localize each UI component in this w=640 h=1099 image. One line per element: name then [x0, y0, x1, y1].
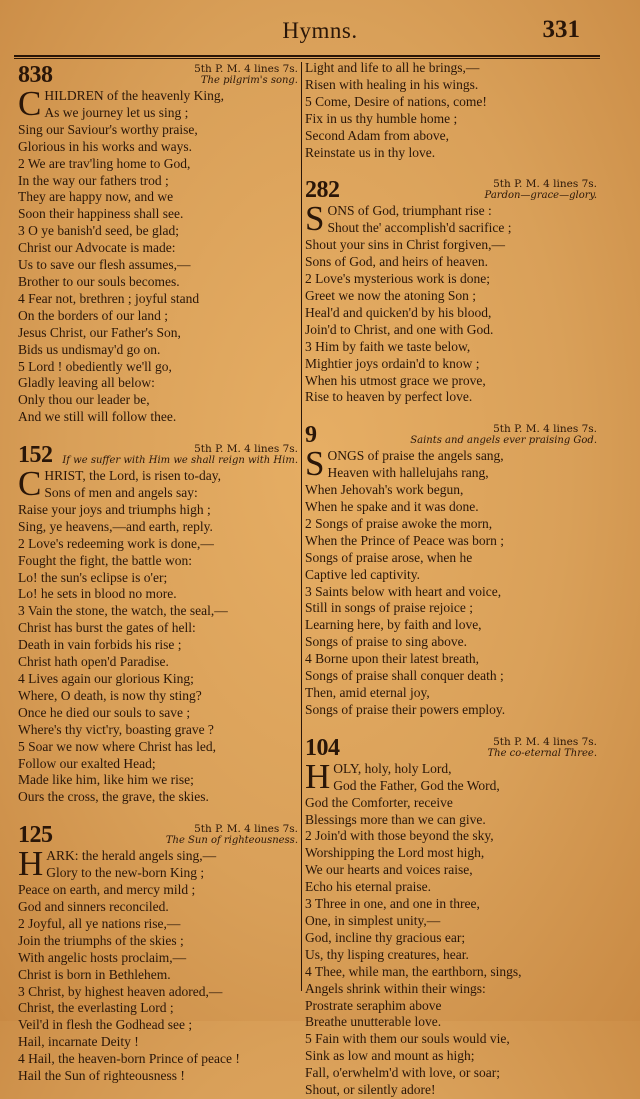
verse-line: Songs of praise shall conquer death ; [305, 668, 504, 684]
verse-line: Bids us undismay'd go on. [18, 341, 161, 357]
verse-line: OLY, holy, holy Lord, [333, 760, 452, 776]
verse-line: Only thou our leader be, [18, 392, 150, 408]
verse-line: 5 Lord ! obediently we'll go, [18, 358, 172, 374]
verse-line: Angels shrink within their wings: [305, 980, 486, 996]
verse-line: 2 We are trav'ling home to God, [18, 155, 191, 171]
hymn-block [18, 60, 298, 426]
column-divider [301, 62, 302, 991]
hymn-title: The Sun of righteousness. [165, 835, 298, 847]
verse-line: Christ, the everlasting Lord ; [18, 1000, 174, 1016]
hymn-block [18, 820, 298, 1085]
verse-line: Greet we now the atoning Son ; [305, 287, 476, 303]
verse-line: Sons of men and angels say: [44, 485, 198, 501]
verse-line: 4 Hail, the heaven-born Prince of peace ! [18, 1051, 240, 1067]
verse-line: 3 Him by faith we taste below, [305, 338, 471, 354]
hymn-header [305, 175, 597, 203]
verse-line: 3 Vain the stone, the watch, the seal,— [18, 603, 228, 619]
hymn-meter: 5th P. M. 4 lines 7s. [194, 63, 298, 75]
header-rule-thin [14, 58, 600, 59]
hymn-continuation [305, 60, 597, 161]
verse-line: Prostrate seraphim above [305, 997, 442, 1013]
verse-line: ARK: the herald angels sing,— [46, 848, 217, 864]
verse-line: Breathe unutterable love. [305, 1014, 442, 1030]
verse-line: On the borders of our land ; [18, 307, 168, 323]
verse-line: Death in vain forbids his rise ; [18, 637, 182, 653]
verse-line: Songs of praise arose, when he [305, 549, 473, 565]
verse-line: 2 Joyful, all ye nations rise,— [18, 915, 181, 931]
hymn-block [305, 420, 597, 719]
drop-cap-letter: S [305, 444, 325, 484]
verse-line: Sing our Saviour's worthy praise, [18, 121, 198, 137]
hymn-meter: 5th P. M. 4 lines 7s. [493, 178, 597, 191]
verse-line: Christ our Advocate is made: [18, 240, 176, 256]
verse-line: 3 Christ, by highest heaven adored,— [18, 983, 223, 999]
verse-line: 4 Borne upon their latest breath, [305, 651, 479, 667]
verse-line: When the Prince of Peace was born ; [305, 532, 505, 548]
verse-line: Ours the cross, the grave, the skies. [18, 789, 209, 805]
verse-line: 5 Soar we now where Christ has led, [18, 738, 216, 754]
hymn-title: Pardon—grace—glory. [484, 190, 597, 202]
verse-line: 2 Love's redeeming work is done,— [18, 535, 214, 551]
verse-line: 5 Come, Desire of nations, come! [305, 93, 487, 109]
drop-cap-letter: C [18, 464, 42, 504]
hymn-block [305, 175, 597, 406]
verse-line: Christ has burst the gates of hell: [18, 620, 196, 636]
verse-line: God the Father, God the Word, [333, 777, 500, 793]
verse-line: Fought the fight, the battle won: [18, 552, 192, 568]
verse-line: Fix in us thy humble home ; [305, 110, 458, 126]
verse-line: Sons of God, and heirs of heaven. [305, 254, 488, 270]
verse-line: 3 Three in one, and one in three, [305, 896, 480, 912]
verse-line: 2 Love's mysterious work is done; [305, 271, 491, 287]
verse-line: Heal'd and quicken'd by his blood, [305, 304, 492, 320]
verse-line: 2 Join'd with those beyond the sky, [305, 828, 494, 844]
verse-line: 2 Songs of praise awoke the morn, [305, 515, 493, 531]
verse-line: With angelic hosts proclaim,— [18, 949, 187, 965]
hymn-number: 104 [305, 734, 340, 761]
verse-line: 3 Saints below with heart and voice, [305, 583, 502, 599]
verse-line: Join the triumphs of the skies ; [18, 932, 184, 948]
verse-line: Reinstate us in thy love. [305, 144, 436, 160]
verse-line: 4 Fear not, brethren ; joyful stand [18, 290, 200, 306]
hymn-header [18, 60, 298, 88]
verse-line: Raise your joys and triumphs high ; [18, 501, 211, 517]
verse-line: They are happy now, and we [18, 189, 174, 205]
verse-line: God and sinners reconciled. [18, 898, 169, 914]
verse-line: ONS of God, triumphant rise : [327, 203, 492, 219]
hymn-header [305, 733, 597, 761]
verse-line: Rise to heaven by perfect love. [305, 389, 473, 405]
hymn-number: 838 [18, 62, 53, 88]
hymn-text [305, 444, 597, 719]
verse-line: Fall, o'erwhelm'd with love, or soar; [305, 1065, 500, 1081]
page-number: 331 [542, 16, 580, 43]
verse-line: Songs of praise to sing above. [305, 634, 467, 650]
verse-line: Learning here, by faith and love, [305, 617, 482, 633]
hymn-number: 282 [305, 177, 340, 204]
verse-line: HRIST, the Lord, is risen to-day, [44, 468, 221, 484]
verse-line: Us, thy lisping creatures, hear. [305, 946, 469, 962]
hymn-meter: 5th P. M. 4 lines 7s. [194, 443, 298, 456]
verse-line: Brother to our souls becomes. [18, 273, 180, 289]
verse-line: Shout the' accomplish'd sacrifice ; [327, 220, 512, 236]
hymn-text [18, 84, 298, 426]
verse-line: 3 O ye banish'd seed, be glad; [18, 223, 180, 239]
page-header [0, 0, 640, 52]
verse-line: Jesus Christ, our Father's Son, [18, 324, 181, 340]
drop-cap-letter: H [18, 844, 44, 884]
drop-cap-letter: H [305, 756, 331, 796]
hymn-number: 125 [18, 822, 53, 849]
hymn-block [305, 733, 597, 1099]
verse-line: Captive led captivity. [305, 566, 420, 582]
hymn-text [18, 464, 298, 806]
verse-line: Hail, incarnate Deity ! [18, 1034, 139, 1050]
hymn-meter: 5th P. M. 4 lines 7s. [194, 823, 298, 836]
hymn-text [18, 844, 298, 1085]
verse-line: Lo! the sun's eclipse is o'er; [18, 569, 168, 585]
verse-line: Us to save our flesh assumes,— [18, 257, 191, 273]
verse-line: Worshipping the Lord most high, [305, 845, 485, 861]
hymn-meter: 5th P. M. 4 lines 7s. [493, 735, 597, 748]
verse-line: Veil'd in flesh the Godhead see ; [18, 1017, 193, 1033]
verse-line: Soon their happiness shall see. [18, 206, 184, 222]
verse-line: When Jehovah's work begun, [305, 482, 464, 498]
verse-line: Gladly leaving all below: [18, 375, 155, 391]
header-rule [14, 55, 600, 57]
drop-cap-letter: S [305, 199, 325, 239]
verse-line: When his utmost grace we prove, [305, 372, 486, 388]
hymn-title: If we suffer with Him we shall reign with Him. [62, 455, 298, 467]
verse-line: Shout, or silently adore! [305, 1082, 436, 1098]
verse-line: 4 Lives again our glorious King; [18, 671, 194, 686]
verse-line: God, incline thy gracious ear; [305, 929, 466, 945]
left-column [18, 60, 298, 1085]
verse-line: We our hearts and voices raise, [305, 862, 473, 878]
verse-line: Light and life to all he brings,— [305, 60, 480, 75]
verse-line: Then, amid eternal joy, [305, 685, 430, 700]
verse-line: Lo! he sets in blood no more. [18, 586, 177, 602]
verse-line: Glory to the new-born King ; [46, 865, 205, 881]
hymn-text [305, 756, 597, 1099]
verse-line: Christ hath open'd Paradise. [18, 654, 169, 670]
verse-line: Where, O death, is now thy sting? [18, 687, 202, 703]
verse-line: Sing, ye heavens,—and earth, reply. [18, 518, 213, 534]
drop-cap-letter: C [18, 84, 42, 123]
verse-line: Follow our exalted Head; [18, 755, 156, 771]
verse-line: ONGS of praise the angels sang, [327, 448, 504, 464]
verse-line: In the way our fathers trod ; [18, 172, 169, 188]
verse-line: Glorious in his works and ways. [18, 138, 192, 154]
hymn-number: 9 [305, 422, 317, 449]
verse-line: Sink as low and mount as high; [305, 1048, 475, 1064]
verse-line: Made like him, like him we rise; [18, 772, 194, 788]
hymn-meter: 5th P. M. 4 lines 7s. [493, 423, 597, 436]
right-column [305, 60, 597, 1099]
verse-line: When he spake and it was done. [305, 499, 479, 515]
verse-line: Christ is born in Bethlehem. [18, 966, 171, 982]
verse-line: Heaven with hallelujahs rang, [327, 465, 489, 481]
hymn-header [18, 440, 298, 468]
verse-line: Blessings more than we can give. [305, 811, 486, 827]
hymn-text [305, 199, 597, 406]
verse-line: Still in songs of praise rejoice ; [305, 600, 473, 616]
verse-line: One, in simplest unity,— [305, 912, 441, 928]
verse-line: Peace on earth, and mercy mild ; [18, 882, 196, 898]
verse-line: As we journey let us sing ; [44, 104, 189, 120]
verse-line: HILDREN of the heavenly King, [44, 88, 224, 103]
verse-line: Risen with healing in his wings. [305, 76, 479, 92]
verse-line: Where's thy vict'ry, boasting grave ? [18, 721, 214, 737]
verse-line: God the Comforter, receive [305, 794, 453, 810]
hymn-title: The pilgrim's song. [200, 75, 298, 86]
verse-line: Once he died our souls to save ; [18, 704, 191, 720]
hymn-header [18, 820, 298, 848]
hymn-title: Saints and angels ever praising God. [410, 435, 597, 447]
hymn-number: 152 [18, 442, 53, 469]
verse-line: Echo his eternal praise. [305, 879, 431, 895]
verse-line: Hail the Sun of righteousness ! [18, 1068, 185, 1084]
verse-line: And we still will follow thee. [18, 409, 177, 425]
verse-line: 4 Thee, while man, the earthborn, sings, [305, 963, 522, 979]
verse-line: Mightier joys ordain'd to know ; [305, 355, 480, 371]
verse-line: Songs of praise their powers employ. [305, 701, 506, 717]
hymn-header [305, 420, 597, 448]
verse-line: Second Adam from above, [305, 127, 449, 143]
verse-line: Shout your sins in Christ forgiven,— [305, 237, 506, 253]
page-title: Hymns. [282, 18, 358, 43]
verse-line: Join'd to Christ, and one with God. [305, 321, 494, 337]
hymn-block [18, 440, 298, 806]
hymn-title: The co-eternal Three. [487, 747, 597, 759]
verse-line: 5 Fain with them our souls would vie, [305, 1031, 510, 1047]
